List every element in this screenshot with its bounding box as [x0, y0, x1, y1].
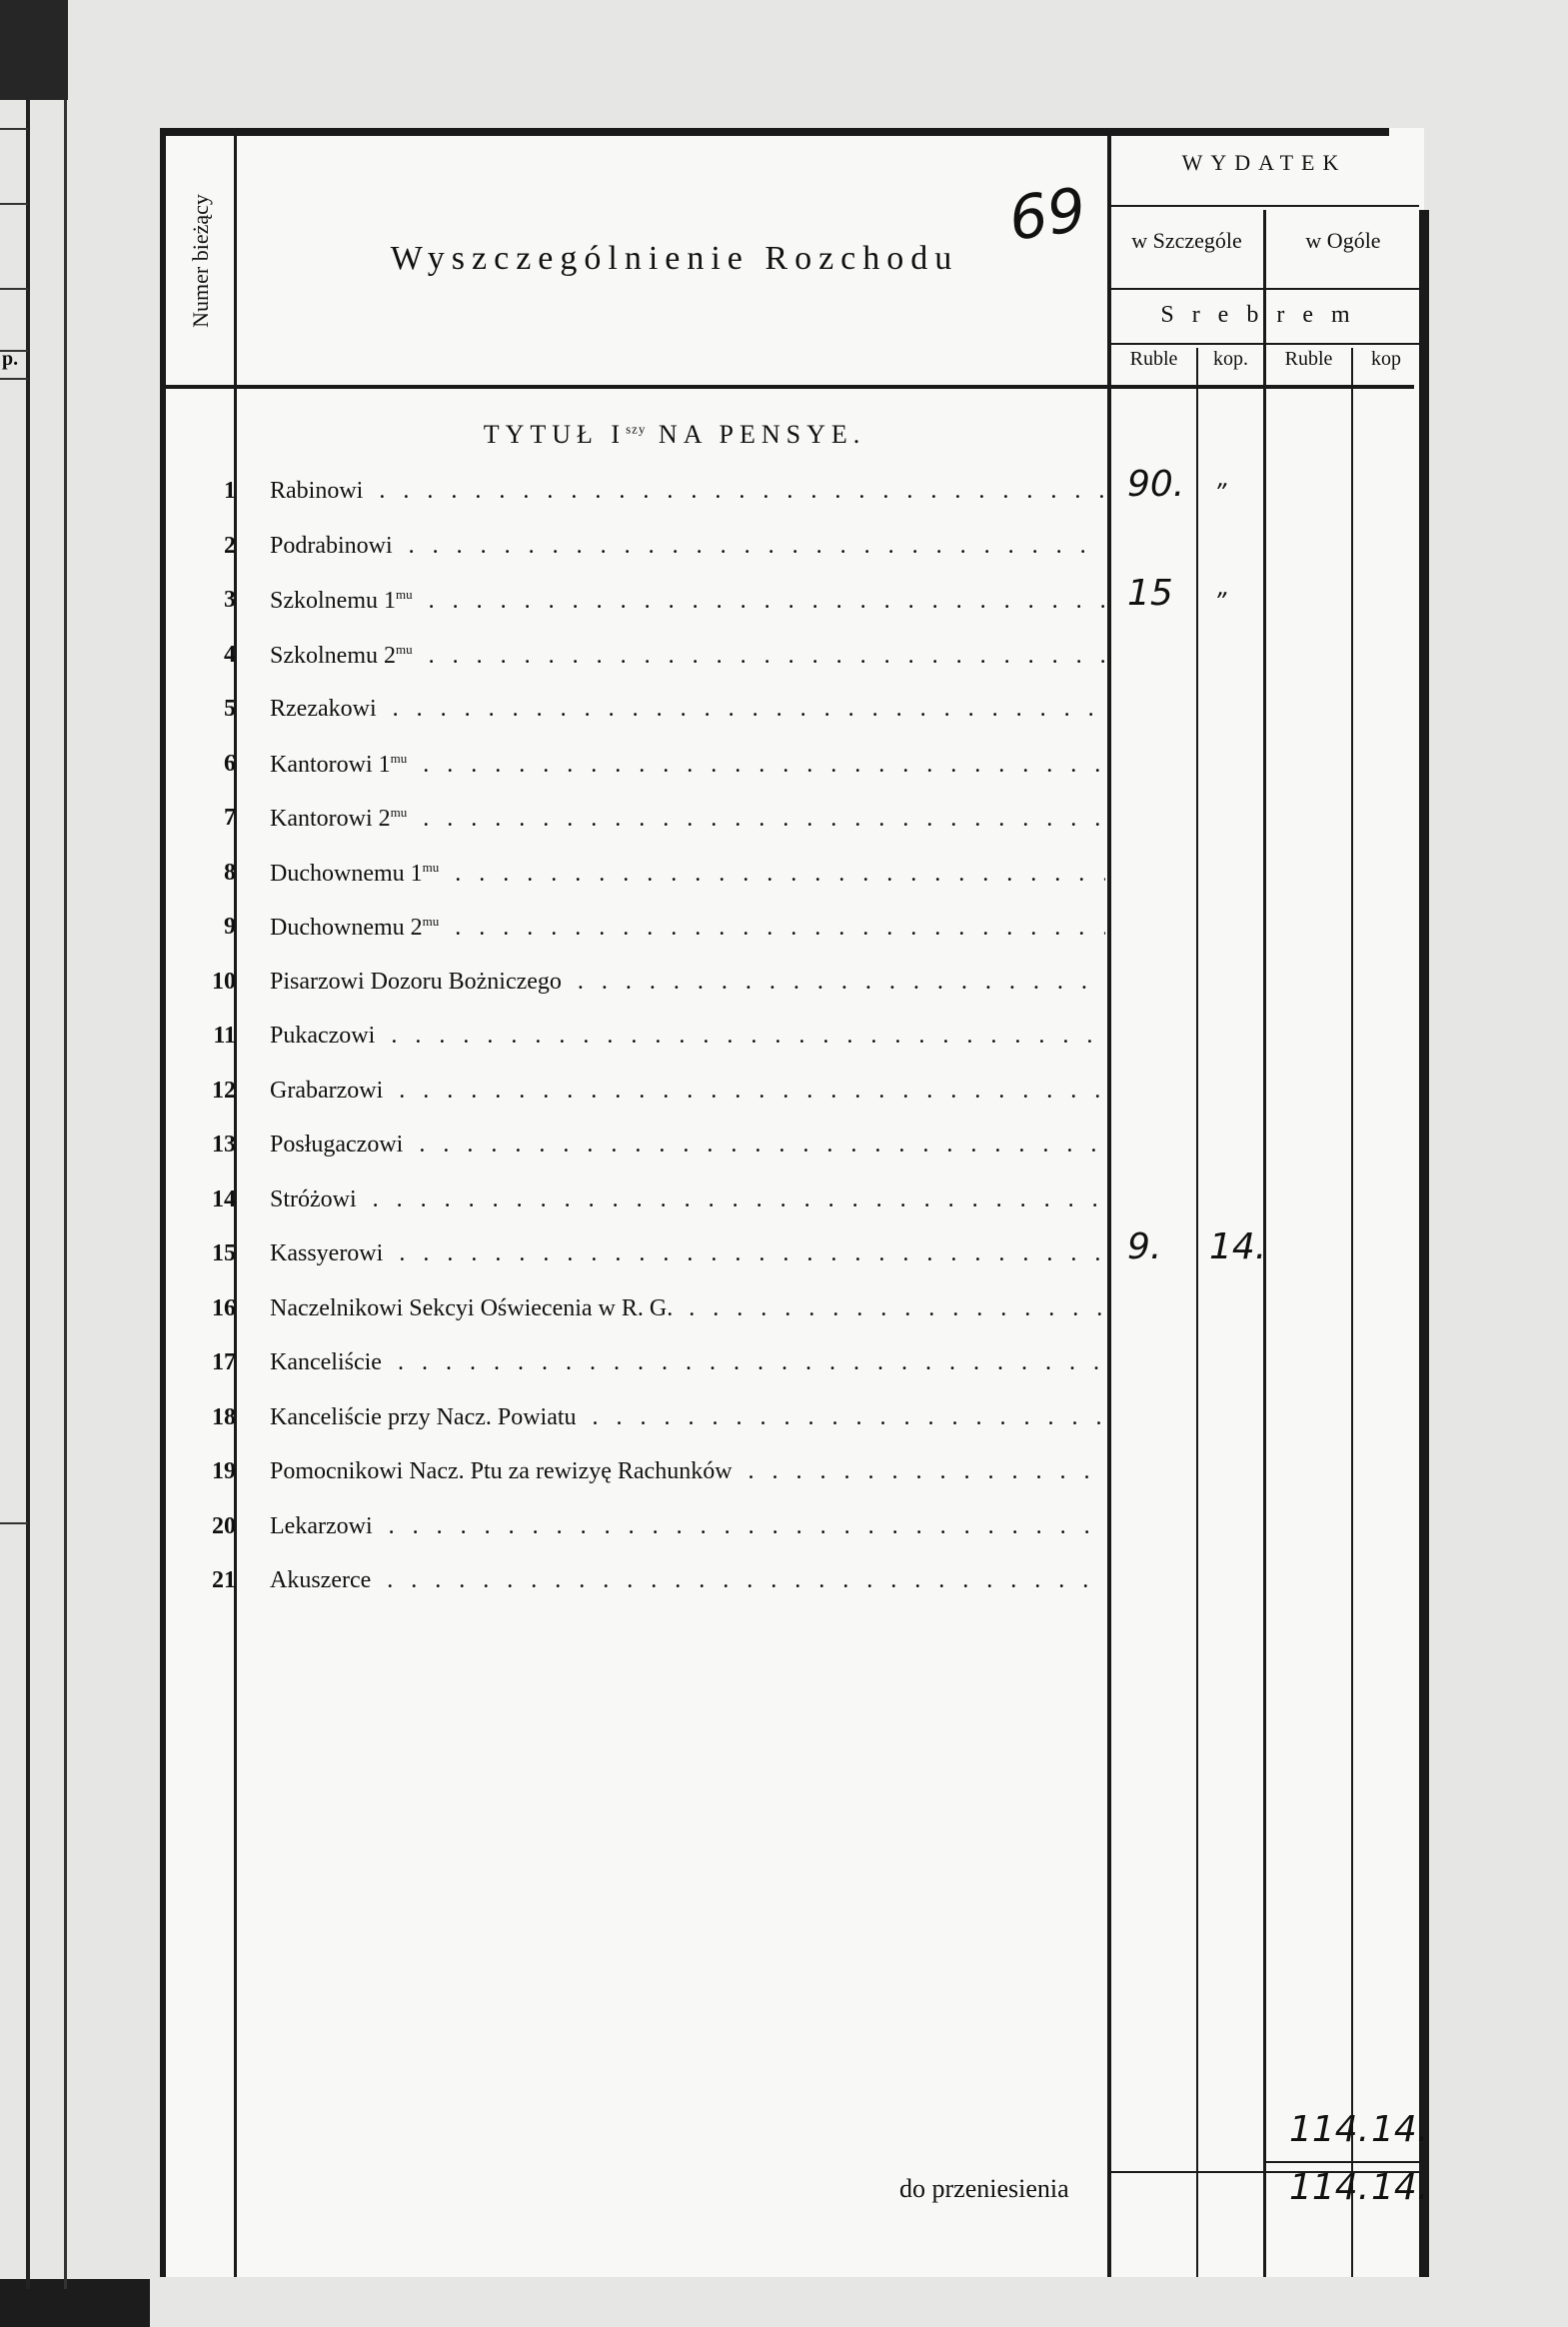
number-column-header-text: Numer bieżący: [188, 193, 213, 328]
row-label: [270, 1240, 1105, 1267]
row-label: [270, 1295, 1105, 1322]
kop1-column-rule: [1196, 348, 1198, 2277]
row-number: 19: [212, 1458, 236, 1484]
row-number: 8: [224, 860, 236, 886]
sum-rule: [1266, 2161, 1419, 2163]
wydatek-header: WYDATEK: [1181, 150, 1347, 175]
scan-edge-bottom: [0, 2279, 150, 2327]
expense-row: [166, 1023, 1105, 1063]
row-kop-amount: 14.: [1209, 1226, 1267, 1267]
section-title-sup: szy: [626, 421, 647, 437]
row-label: [270, 642, 1105, 670]
srebrem-header: Srebrem: [1160, 302, 1368, 328]
row-kop-amount: „: [1217, 464, 1230, 492]
row-label-text: Pomocnikowi Nacz. Ptu za rewizyę Rachunków: [270, 1458, 733, 1484]
row-number: 6: [224, 751, 236, 777]
row-number: 15: [212, 1240, 236, 1266]
expense-row: [166, 914, 1105, 954]
number-column-header: [166, 136, 236, 385]
row-label: [270, 1458, 1105, 1485]
row-label-text: Kantorowi 1: [270, 752, 391, 778]
expense-row: [166, 1404, 1105, 1444]
frame-top-rule: [160, 128, 1389, 136]
row-kop-amount: „: [1217, 573, 1230, 601]
expense-row: [166, 1349, 1105, 1389]
expense-row: [166, 969, 1105, 1009]
row-number: 11: [213, 1023, 236, 1049]
row-label-text: Kantorowi 2: [270, 806, 391, 832]
row-label-text: Lekarzowi: [270, 1513, 373, 1539]
row-label: [270, 1349, 1105, 1376]
carry-kop: 14.: [1371, 2167, 1429, 2208]
row-ruble-amount: 90.: [1127, 464, 1185, 505]
expense-row: [166, 587, 1105, 627]
expense-row: [166, 696, 1105, 736]
section-title-b: NA PENSYE.: [658, 420, 866, 449]
expense-row: [166, 1458, 1105, 1498]
adjacent-page-fragment: [0, 128, 28, 1527]
row-label: [270, 1186, 1105, 1213]
row-ruble-amount: 15: [1127, 573, 1173, 614]
row-label-text: Kassyerowi: [270, 1240, 384, 1266]
row-label-text: Szkolnemu 1: [270, 588, 396, 614]
row-label: [270, 478, 1105, 505]
row-label-text: Rabinowi: [270, 478, 364, 504]
section-title-a: TYTUŁ I: [483, 420, 627, 449]
row-number: 5: [224, 696, 236, 722]
row-label-sup: mu: [390, 805, 408, 820]
row-label: [270, 1132, 1105, 1159]
expense-row: [166, 1513, 1105, 1553]
row-label-sup: mu: [396, 587, 413, 602]
row-ruble-amount: 9.: [1127, 1226, 1162, 1267]
row-label: [270, 914, 1105, 942]
row-label: [270, 860, 1105, 888]
expense-row: [166, 1240, 1105, 1280]
row-label-text: Kanceliście: [270, 1349, 382, 1375]
row-number: 13: [212, 1132, 236, 1158]
row-label-text: Posługaczowi: [270, 1132, 404, 1158]
row-label: [270, 533, 1105, 560]
row-number: 7: [224, 805, 236, 831]
adjacent-page-rule-2: [64, 100, 67, 2289]
expense-row: [166, 860, 1105, 900]
expense-row: [166, 1295, 1105, 1335]
expense-row: [166, 1078, 1105, 1118]
kop-header-2: kop: [1371, 348, 1401, 370]
w-ogole-header: w Ogóle: [1305, 228, 1381, 253]
row-number: 16: [212, 1295, 236, 1321]
row-label-text: Grabarzowi: [270, 1078, 384, 1104]
expense-row: [166, 1132, 1105, 1171]
srebrem-underline: [1111, 343, 1419, 345]
row-label: [270, 1078, 1105, 1105]
expense-row: [166, 642, 1105, 682]
expense-row: [166, 478, 1105, 518]
frame-right-rule: [1419, 210, 1429, 2277]
row-label: [270, 1513, 1105, 1540]
amount-column-rule: [1107, 136, 1111, 2277]
row-label-text: Naczelnikowi Sekcyi Oświecenia w R. G.: [270, 1295, 674, 1321]
row-number: 9: [224, 914, 236, 940]
row-label-text: Szkolnemu 2: [270, 643, 396, 669]
row-number: 2: [224, 533, 236, 559]
row-number: 14: [212, 1186, 236, 1212]
expense-row: [166, 1567, 1105, 1607]
row-label-text: Akuszerce: [270, 1567, 372, 1593]
handwritten-page-number: 69: [1004, 175, 1090, 255]
sum-kop: 14.: [1371, 2109, 1429, 2150]
subheader-underline: [1111, 288, 1419, 290]
ruble-header-1: Ruble: [1129, 348, 1178, 370]
expense-row: [166, 1186, 1105, 1226]
row-number: 10: [212, 969, 236, 995]
expense-row: [166, 751, 1105, 791]
carry-forward-label: do przeniesienia: [899, 2174, 1069, 2203]
row-label-text: Pisarzowi Dozoru Bożniczego: [270, 969, 562, 995]
row-number: 3: [224, 587, 236, 613]
row-label-text: Pukaczowi: [270, 1023, 376, 1049]
row-label-text: Duchownemu 2: [270, 915, 423, 941]
row-number: 17: [212, 1349, 236, 1375]
row-number: 20: [212, 1513, 236, 1539]
row-label: [270, 1567, 1105, 1594]
row-label-sup: mu: [422, 914, 440, 929]
row-label: [270, 805, 1105, 833]
row-label: [270, 1404, 1105, 1431]
row-label-sup: mu: [390, 751, 408, 766]
expense-row: [166, 805, 1105, 845]
row-label: [270, 1023, 1105, 1050]
carry-ruble: 114.: [1289, 2167, 1370, 2208]
adjacent-page-label: p.: [2, 348, 19, 370]
row-number: 12: [212, 1078, 236, 1104]
row-number: 18: [212, 1404, 236, 1430]
row-label-text: Stróżowi: [270, 1186, 357, 1212]
row-label-text: Kanceliście przy Nacz. Powiatu: [270, 1404, 577, 1430]
wydatek-underline: [1111, 205, 1419, 207]
expense-row: [166, 533, 1105, 573]
row-label-sup: mu: [422, 860, 440, 875]
row-number: 4: [224, 642, 236, 668]
row-label: [270, 696, 1105, 723]
kop-header-1: kop.: [1213, 348, 1248, 370]
row-label-text: Rzezakowi: [270, 696, 377, 722]
w-szczegole-header: w Szczególe: [1131, 228, 1242, 253]
scan-edge-top: [0, 0, 68, 100]
row-label-text: Duchownemu 1: [270, 861, 423, 887]
sum-ruble: 114.: [1289, 2109, 1370, 2150]
row-label-text: Podrabinowi: [270, 533, 393, 559]
row-number: 21: [212, 1567, 236, 1593]
row-number: 1: [224, 478, 236, 504]
expense-description-header: Wyszczególnienie Rozchodu: [390, 240, 959, 277]
row-label: [270, 587, 1105, 615]
ruble-header-2: Ruble: [1284, 348, 1333, 370]
row-label-sup: mu: [396, 642, 413, 657]
section-title: [240, 420, 1109, 450]
row-label: [270, 969, 1105, 996]
row-label: [270, 751, 1105, 779]
kop2-column-rule: [1351, 348, 1353, 2277]
header-bottom-rule: [160, 385, 1414, 389]
